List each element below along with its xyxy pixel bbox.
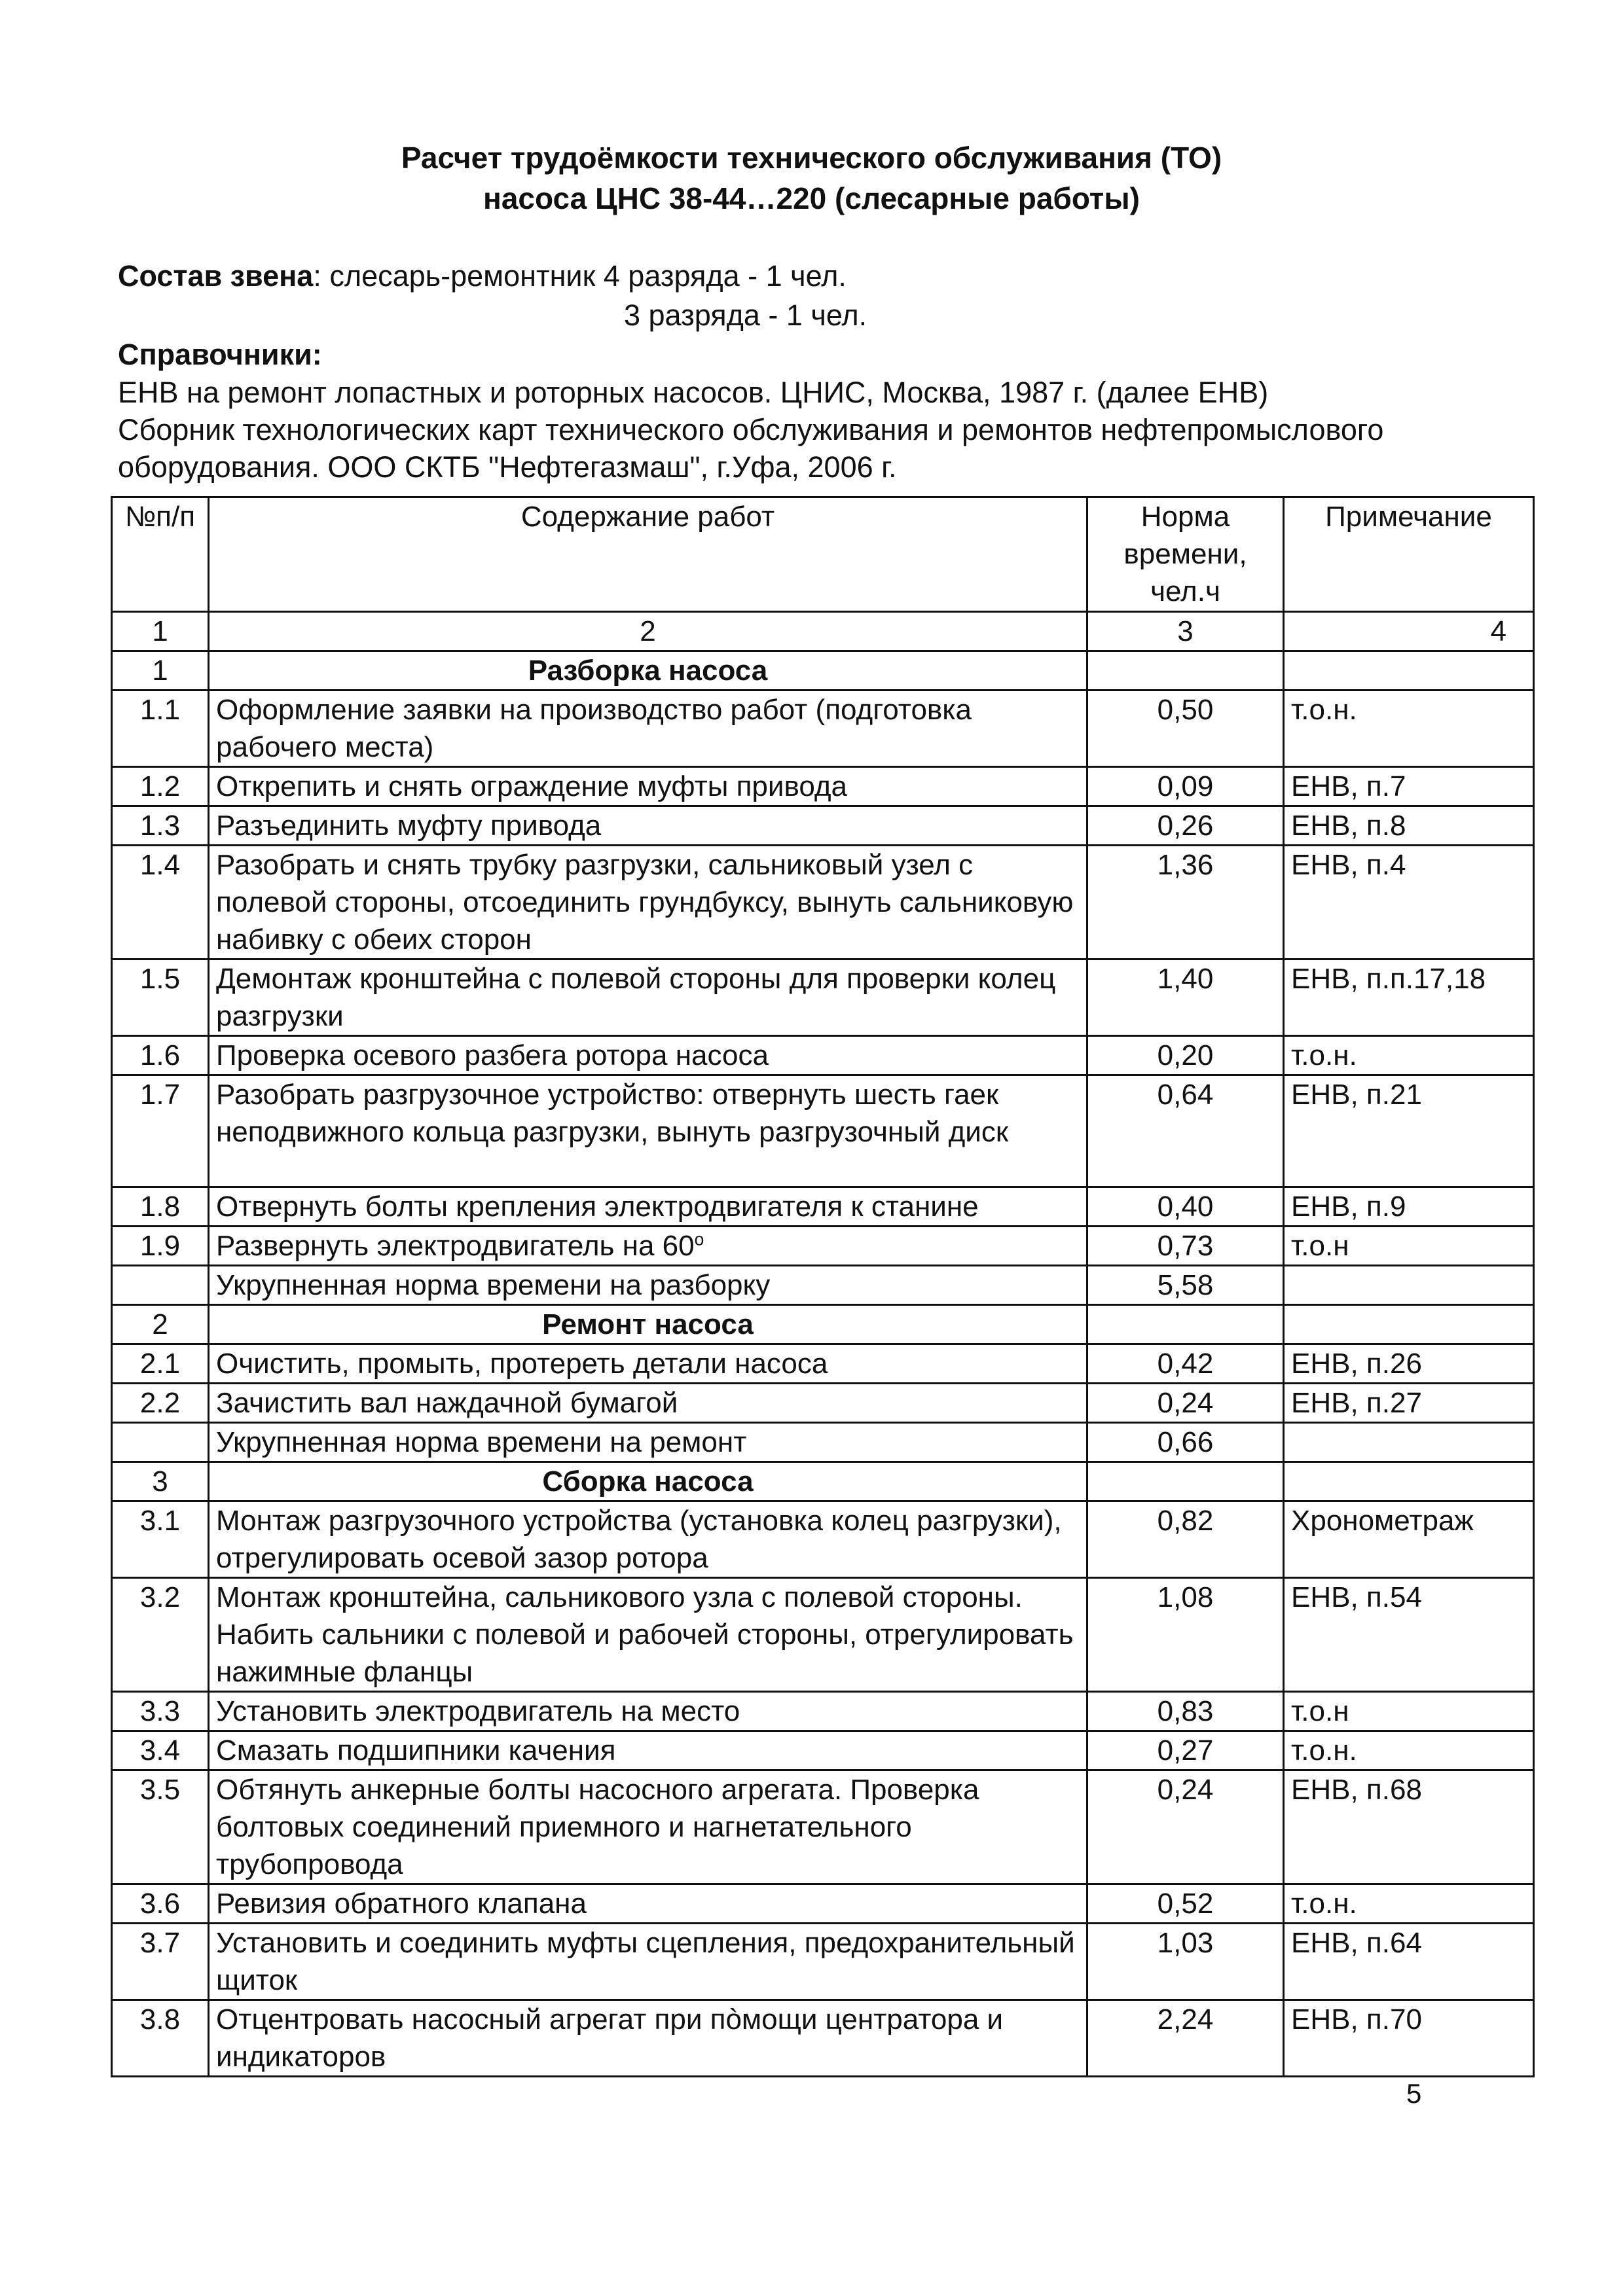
note: ЕНВ, п.4 [1284, 846, 1534, 960]
note: т.о.н. [1284, 1884, 1534, 1924]
note: ЕНВ, п.26 [1284, 1344, 1534, 1384]
table-row [112, 1384, 1534, 1423]
time-norm: 0,82 [1087, 1501, 1284, 1578]
row-number: 3.6 [112, 1884, 209, 1924]
row-number: 3.5 [112, 1770, 209, 1884]
time-norm: 1,08 [1087, 1578, 1284, 1692]
time-norm: 0,09 [1087, 767, 1284, 806]
reference-2: Сборник технологических карт технического обслуживания и ремонтов нефтепромыслового [118, 413, 1384, 446]
note: т.о.н. [1284, 1731, 1534, 1770]
note: ЕНВ, п.9 [1284, 1187, 1534, 1227]
table-row [112, 1578, 1534, 1692]
table-row [112, 1924, 1534, 2000]
work-description: Укрупненная норма времени на ремонт [209, 1423, 1087, 1462]
work-description: Монтаж разгрузочного устройства (установка колец разгрузки), отрегулировать осевой зазор ротора [209, 1501, 1087, 1578]
note [1284, 1462, 1534, 1501]
time-norm: 0,27 [1087, 1731, 1284, 1770]
row-number: 1.6 [112, 1036, 209, 1075]
table-row [112, 1731, 1534, 1770]
work-description: Открепить и снять ограждение муфты привода [209, 767, 1087, 806]
row-number: 1 [112, 651, 209, 691]
time-norm: 1,40 [1087, 960, 1284, 1036]
header-norm: Норма времени, чел.ч [1087, 497, 1284, 612]
section-title: Ремонт насоса [209, 1305, 1087, 1344]
crew-line2: 3 разряда - 1 чел. [624, 298, 867, 332]
work-description: Отцентровать насосный агрегат при пòмощи центратора и индикаторов [209, 2000, 1087, 2077]
row-number: 2 [112, 1305, 209, 1344]
work-description: Отвернуть болты крепления электродвигателя к станине [209, 1187, 1087, 1227]
work-description: Демонтаж кронштейна с полевой стороны для проверки колец разгрузки [209, 960, 1087, 1036]
row-number: 1.7 [112, 1075, 209, 1187]
row-number: 1.2 [112, 767, 209, 806]
section-row [112, 1462, 1534, 1501]
header-num: №п/п [112, 497, 209, 612]
table-row [112, 1770, 1534, 1884]
total-row [112, 1266, 1534, 1305]
degree-superscript: o [694, 1229, 704, 1249]
crew-label: Состав звена [118, 259, 314, 293]
note: ЕНВ, п.70 [1284, 2000, 1534, 2077]
section-title: Разборка насоса [209, 651, 1087, 691]
note: ЕНВ, п.27 [1284, 1384, 1534, 1423]
note [1284, 651, 1534, 691]
row-number: 3.4 [112, 1731, 209, 1770]
row-number: 1.3 [112, 806, 209, 846]
row-number: 3.1 [112, 1501, 209, 1578]
work-description: Разобрать и снять трубку разгрузки, сальниковый узел с полевой стороны, отсоединить грундбуксу, вынуть сальниковую набивку с обеих сторон [209, 846, 1087, 960]
header-number: 3 [1087, 612, 1284, 651]
row-number: 1.9 [112, 1227, 209, 1266]
page-title-line2: насоса ЦНС 38-44…220 (слесарные работы) [483, 181, 1140, 215]
time-norm: 0,73 [1087, 1227, 1284, 1266]
reference-1: ЕНВ на ремонт лопастных и роторных насосов. ЦНИС, Москва, 1987 г. (далее ЕНВ) [118, 376, 1269, 409]
row-number [112, 1266, 209, 1305]
note: ЕНВ, п.64 [1284, 1924, 1534, 2000]
work-description: Обтянуть анкерные болты насосного агрегата. Проверка болтовых соединений приемного и нагнетательного трубопровода [209, 1770, 1087, 1884]
header-number: 1 [112, 612, 209, 651]
table-row [112, 1884, 1534, 1924]
crew-line [118, 257, 847, 296]
work-description: Установить и соединить муфты сцепления, предохранительный щиток [209, 1924, 1087, 2000]
header-numbers-row [112, 612, 1534, 651]
work-description: Развернуть электродвигатель на 60$^o$ [209, 1227, 1087, 1266]
labor-table [111, 496, 1535, 2077]
work-description: Разъединить муфту привода [209, 806, 1087, 846]
row-number: 1.5 [112, 960, 209, 1036]
table-row [112, 806, 1534, 846]
time-norm: 0,66 [1087, 1423, 1284, 1462]
note [1284, 1266, 1534, 1305]
row-number: 1.4 [112, 846, 209, 960]
work-description: Укрупненная норма времени на разборку [209, 1266, 1087, 1305]
note: т.о.н. [1284, 691, 1534, 767]
note: ЕНВ, п.7 [1284, 767, 1534, 806]
table-row [112, 1036, 1534, 1075]
time-norm [1087, 1462, 1284, 1501]
table-row [112, 1187, 1534, 1227]
time-norm: 0,24 [1087, 1770, 1284, 1884]
work-description: Установить электродвигатель на место [209, 1692, 1087, 1731]
section-row [112, 1305, 1534, 1344]
row-number: 3.8 [112, 2000, 209, 2077]
note [1284, 1423, 1534, 1462]
table-row [112, 1344, 1534, 1384]
total-row [112, 1423, 1534, 1462]
time-norm: 1,03 [1087, 1924, 1284, 2000]
header-number: 4 [1284, 612, 1534, 651]
work-description: Смазать подшипники качения [209, 1731, 1087, 1770]
time-norm [1087, 651, 1284, 691]
time-norm: 0,52 [1087, 1884, 1284, 1924]
row-number [112, 1423, 209, 1462]
time-norm: 0,20 [1087, 1036, 1284, 1075]
reference-3: оборудования. ООО СКТБ "Нефтегазмаш", г.Уфа, 2006 г. [118, 450, 897, 484]
header-content: Содержание работ [209, 497, 1087, 612]
work-description: Очистить, промыть, протереть детали насоса [209, 1344, 1087, 1384]
note: т.о.н. [1284, 1036, 1534, 1075]
work-description: Монтаж кронштейна, сальникового узла с полевой стороны. Набить сальники с полевой и рабочей стороны, отрегулировать нажимные фланцы [209, 1578, 1087, 1692]
time-norm: 0,26 [1087, 806, 1284, 846]
header-note: Примечание [1284, 497, 1534, 612]
crew-line1: : слесарь-ремонтник 4 разряда - 1 чел. [313, 259, 847, 293]
labor-table-body [112, 497, 1534, 2077]
time-norm: 1,36 [1087, 846, 1284, 960]
table-row [112, 1692, 1534, 1731]
section-row [112, 651, 1534, 691]
table-header-row [112, 497, 1534, 612]
header-number: 2 [209, 612, 1087, 651]
time-norm: 0,24 [1087, 1384, 1284, 1423]
time-norm: 2,24 [1087, 2000, 1284, 2077]
table-row [112, 960, 1534, 1036]
work-description: Разобрать разгрузочное устройство: отвернуть шесть гаек неподвижного кольца разгрузки, вынуть разгрузочный диск [209, 1075, 1087, 1187]
table-row [112, 1227, 1534, 1266]
time-norm: 5,58 [1087, 1266, 1284, 1305]
time-norm: 0,42 [1087, 1344, 1284, 1384]
row-number: 1.8 [112, 1187, 209, 1227]
row-number: 3 [112, 1462, 209, 1501]
table-row [112, 2000, 1534, 2077]
note: ЕНВ, п.68 [1284, 1770, 1534, 1884]
section-title: Сборка насоса [209, 1462, 1087, 1501]
note: т.о.н [1284, 1227, 1534, 1266]
note: ЕНВ, п.54 [1284, 1578, 1534, 1692]
note: ЕНВ, п.8 [1284, 806, 1534, 846]
table-row [112, 1501, 1534, 1578]
row-number: 2.1 [112, 1344, 209, 1384]
row-number: 3.3 [112, 1692, 209, 1731]
note: т.о.н [1284, 1692, 1534, 1731]
note [1284, 1305, 1534, 1344]
time-norm: 0,40 [1087, 1187, 1284, 1227]
note: ЕНВ, п.п.17,18 [1284, 960, 1534, 1036]
work-description: Оформление заявки на производство работ (подготовка рабочего места) [209, 691, 1087, 767]
table-row [112, 767, 1534, 806]
work-description: Ревизия обратного клапана [209, 1884, 1087, 1924]
row-number: 3.7 [112, 1924, 209, 2000]
page-title-line1: Расчет трудоёмкости технического обслуживания (ТО) [401, 141, 1222, 175]
time-norm: 0,50 [1087, 691, 1284, 767]
table-row [112, 1075, 1534, 1187]
row-number: 1.1 [112, 691, 209, 767]
table-row [112, 846, 1534, 960]
row-number: 3.2 [112, 1578, 209, 1692]
time-norm [1087, 1305, 1284, 1344]
note: Хронометраж [1284, 1501, 1534, 1578]
work-description: Проверка осевого разбега ротора насоса [209, 1036, 1087, 1075]
references-label: Справочники: [118, 338, 322, 371]
work-description: Зачистить вал наждачной бумагой [209, 1384, 1087, 1423]
time-norm: 0,83 [1087, 1692, 1284, 1731]
row-number: 2.2 [112, 1384, 209, 1423]
note: ЕНВ, п.21 [1284, 1075, 1534, 1187]
time-norm: 0,64 [1087, 1075, 1284, 1187]
table-row [112, 691, 1534, 767]
page-number: 5 [1406, 2078, 1422, 2109]
